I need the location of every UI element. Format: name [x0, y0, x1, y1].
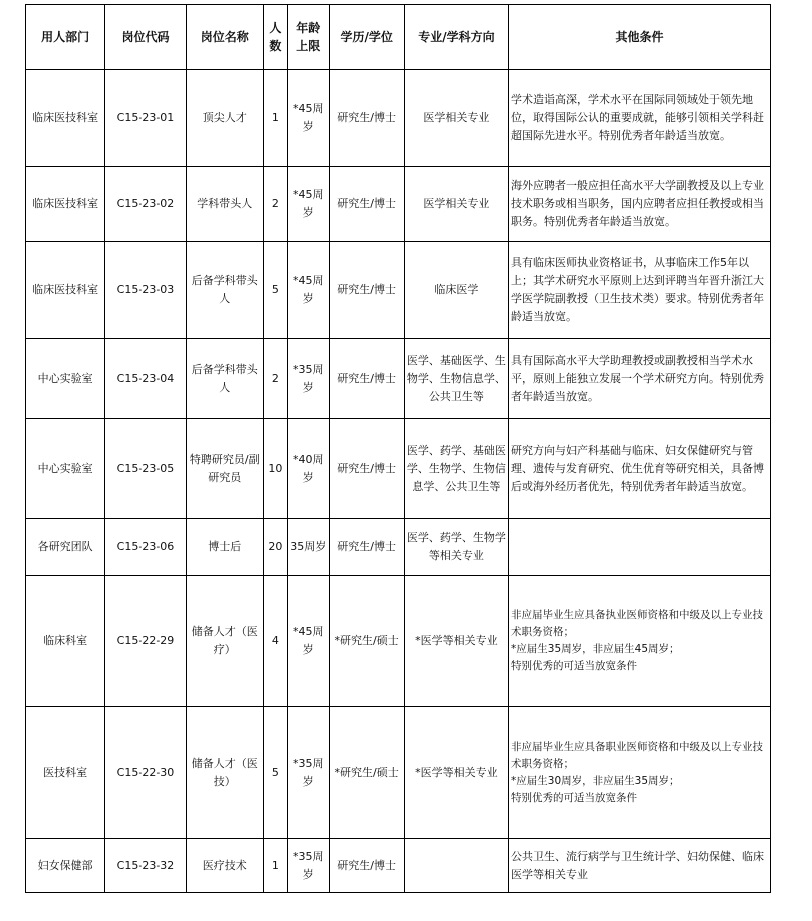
table-row — [26, 707, 771, 839]
cell-num: 20 — [263, 519, 287, 576]
cell-age: *45周岁 — [287, 167, 329, 242]
cell-major: 临床医学 — [404, 242, 508, 339]
cell-other — [509, 519, 771, 576]
cell-age: *45周岁 — [287, 576, 329, 707]
cell-num: 5 — [263, 242, 287, 339]
cell-dept: 中心实验室 — [26, 419, 105, 519]
cell-dept: 妇女保健部 — [26, 839, 105, 893]
other-line: *应届生35周岁，非应届生45周岁； — [511, 643, 680, 655]
header-major: 专业/学科方向 — [404, 5, 508, 70]
recruitment-table — [25, 4, 771, 893]
cell-code: C15-23-02 — [105, 167, 186, 242]
cell-name: 学科带头人 — [186, 167, 263, 242]
cell-edu: 研究生/博士 — [329, 167, 404, 242]
cell-num: 10 — [263, 419, 287, 519]
cell-major: 医学相关专业 — [404, 167, 508, 242]
header-edu: 学历/学位 — [329, 5, 404, 70]
table-row — [26, 576, 771, 707]
header-code: 岗位代码 — [105, 5, 186, 70]
cell-dept: 中心实验室 — [26, 339, 105, 419]
other-line: 特别优秀的可适当放宽条件 — [511, 660, 638, 672]
cell-code: C15-22-29 — [105, 576, 186, 707]
cell-code: C15-23-32 — [105, 839, 186, 893]
cell-num: 4 — [263, 576, 287, 707]
cell-edu: 研究生/博士 — [329, 419, 404, 519]
header-age — [287, 5, 329, 70]
cell-major: 医学相关专业 — [404, 70, 508, 167]
cell-code: C15-23-03 — [105, 242, 186, 339]
cell-major: *医学等相关专业 — [404, 576, 508, 707]
cell-edu: 研究生/博士 — [329, 242, 404, 339]
other-line: 非应届毕业生应具备执业医师资格和中级及以上专业技术职务资格； — [511, 609, 764, 638]
cell-num: 2 — [263, 339, 287, 419]
cell-edu: 研究生/博士 — [329, 519, 404, 576]
cell-num: 1 — [263, 839, 287, 893]
table-row — [26, 70, 771, 167]
cell-edu: *研究生/硕士 — [329, 576, 404, 707]
cell-major: 医学、药学、基础医学、生物学、生物信息学、公共卫生等 — [404, 419, 508, 519]
cell-dept: 临床医技科室 — [26, 70, 105, 167]
cell-dept: 临床医技科室 — [26, 242, 105, 339]
header-age-line1: 年龄 — [296, 21, 321, 35]
cell-name: 顶尖人才 — [186, 70, 263, 167]
cell-age: 35周岁 — [287, 519, 329, 576]
cell-major: *医学等相关专业 — [404, 707, 508, 839]
cell-age: *35周岁 — [287, 707, 329, 839]
table-row — [26, 419, 771, 519]
cell-other: 海外应聘者一般应担任高水平大学副教授及以上专业技术职务或相当职务，国内应聘者应担任教授或相当职务。特别优秀者年龄适当放宽。 — [509, 167, 771, 242]
cell-num: 5 — [263, 707, 287, 839]
cell-code: C15-22-30 — [105, 707, 186, 839]
cell-code: C15-23-04 — [105, 339, 186, 419]
cell-other: 具有国际高水平大学助理教授或副教授相当学术水平，原则上能独立发展一个学术研究方向。特别优秀者年龄适当放宽。 — [509, 339, 771, 419]
table-row — [26, 839, 771, 893]
cell-other — [509, 707, 771, 839]
cell-age: *45周岁 — [287, 242, 329, 339]
table-row — [26, 167, 771, 242]
cell-name: 特聘研究员/副研究员 — [186, 419, 263, 519]
cell-edu: 研究生/博士 — [329, 339, 404, 419]
header-name: 岗位名称 — [186, 5, 263, 70]
header-num: 人数 — [263, 5, 287, 70]
header-other: 其他条件 — [509, 5, 771, 70]
cell-other: 研究方向与妇产科基础与临床、妇女保健研究与管理、遗传与发育研究、优生优育等研究相关，具备博后或海外经历者优先，特别优秀者年龄适当放宽。 — [509, 419, 771, 519]
cell-other — [509, 576, 771, 707]
other-line: 非应届毕业生应具备职业医师资格和中级及以上专业技术职务资格； — [511, 740, 764, 770]
cell-other: 学术造诣高深，学术水平在国际同领域处于领先地位，取得国际公认的重要成就，能够引领相关学科赶超国际先进水平。特别优秀者年龄适当放宽。 — [509, 70, 771, 167]
other-line: 特别优秀的可适当放宽条件 — [511, 791, 638, 804]
cell-other: 具有临床医师执业资格证书，从事临床工作5年以上；其学术研究水平原则上达到评聘当年晋升浙江大学医学院副教授（卫生技术类）要求。特别优秀者年龄适当放宽。 — [509, 242, 771, 339]
cell-code: C15-23-05 — [105, 419, 186, 519]
cell-name: 后备学科带头人 — [186, 242, 263, 339]
cell-num: 1 — [263, 70, 287, 167]
cell-dept: 临床科室 — [26, 576, 105, 707]
table-row — [26, 519, 771, 576]
cell-name: 储备人才（医疗） — [186, 576, 263, 707]
cell-num: 2 — [263, 167, 287, 242]
cell-name: 博士后 — [186, 519, 263, 576]
cell-edu: 研究生/博士 — [329, 70, 404, 167]
cell-age: *40周岁 — [287, 419, 329, 519]
other-line: *应届生30周岁，非应届生35周岁； — [511, 774, 680, 787]
cell-age: *35周岁 — [287, 839, 329, 893]
cell-dept: 各研究团队 — [26, 519, 105, 576]
cell-edu: *研究生/硕士 — [329, 707, 404, 839]
cell-age: *35周岁 — [287, 339, 329, 419]
cell-name: 后备学科带头人 — [186, 339, 263, 419]
cell-other: 公共卫生、流行病学与卫生统计学、妇幼保健、临床医学等相关专业 — [509, 839, 771, 893]
header-row — [26, 5, 771, 70]
cell-major — [404, 839, 508, 893]
header-dept: 用人部门 — [26, 5, 105, 70]
cell-edu: 研究生/博士 — [329, 839, 404, 893]
table-row — [26, 242, 771, 339]
cell-code: C15-23-06 — [105, 519, 186, 576]
cell-dept: 医技科室 — [26, 707, 105, 839]
cell-name: 储备人才（医技） — [186, 707, 263, 839]
cell-major: 医学、药学、生物学等相关专业 — [404, 519, 508, 576]
cell-dept: 临床医技科室 — [26, 167, 105, 242]
cell-age: *45周岁 — [287, 70, 329, 167]
header-age-line2: 上限 — [296, 39, 321, 53]
cell-major: 医学、基础医学、生物学、生物信息学、公共卫生等 — [404, 339, 508, 419]
table-row — [26, 339, 771, 419]
cell-code: C15-23-01 — [105, 70, 186, 167]
cell-name: 医疗技术 — [186, 839, 263, 893]
